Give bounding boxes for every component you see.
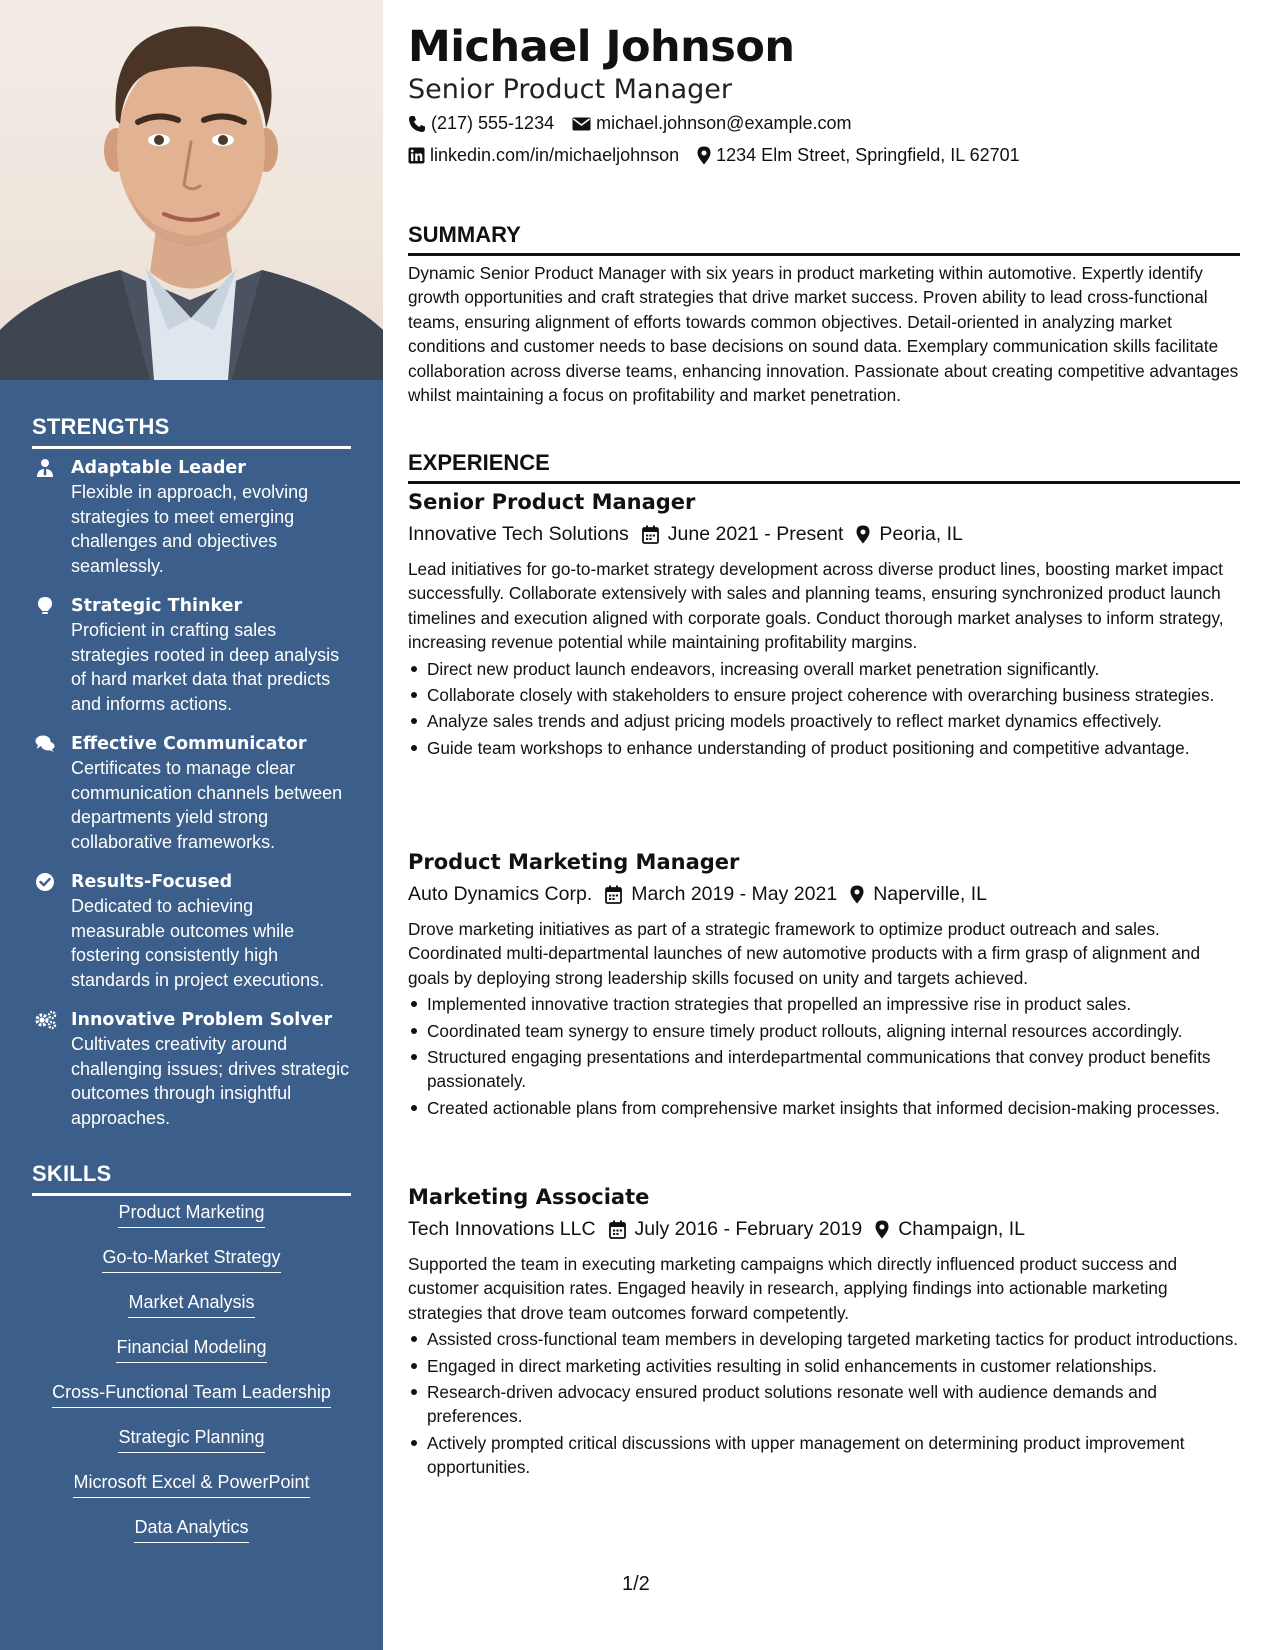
summary-heading: SUMMARY bbox=[408, 222, 1240, 256]
address-text: 1234 Elm Street, Springfield, IL 62701 bbox=[716, 145, 1020, 165]
comments-icon bbox=[35, 734, 55, 754]
job-bullet: Research-driven advocacy ensured product solutions resonate well with audience demands and preferences. bbox=[408, 1380, 1240, 1429]
job-description: Supported the team in executing marketing campaigns which directly influenced product success and customer acquisition rates. Engaged heavily in research, applying findings into actionable marketing strategies that drove team outcomes forward competently. bbox=[408, 1254, 1178, 1323]
strength-desc: Proficient in crafting sales strategies rooted in deep analysis of hard market data that predicts and informs actions. bbox=[71, 620, 340, 714]
strength-item bbox=[32, 732, 352, 854]
job-title: Marketing Associate bbox=[408, 1185, 650, 1209]
page-number: 1/2 bbox=[622, 1573, 650, 1595]
skill-label: Product Marketing bbox=[118, 1200, 264, 1228]
linkedin-link[interactable]: linkedin.com/in/michaeljohnson bbox=[430, 145, 680, 165]
skill-item bbox=[32, 1290, 351, 1335]
address-item bbox=[697, 145, 1020, 166]
job-bullet: Coordinated team synergy to ensure timely product rollouts, aligning internal resources accordingly. bbox=[408, 1019, 1240, 1043]
linkedin-item[interactable] bbox=[408, 145, 679, 166]
job-company: Tech Innovations LLC bbox=[408, 1218, 596, 1240]
skill-label: Microsoft Excel & PowerPoint bbox=[73, 1470, 309, 1498]
skills-heading: SKILLS bbox=[32, 1161, 351, 1196]
calendar-icon bbox=[605, 885, 622, 904]
strength-item bbox=[32, 870, 352, 992]
job-bullets bbox=[408, 657, 1240, 761]
job-title: Product Marketing Manager bbox=[408, 850, 740, 874]
job-bullet: Created actionable plans from comprehensive market insights that informed decision-making processes. bbox=[408, 1096, 1240, 1120]
skill-item bbox=[32, 1425, 351, 1470]
skill-label: Go-to-Market Strategy bbox=[102, 1245, 280, 1273]
job-location: Champaign, IL bbox=[898, 1218, 1026, 1240]
job-description: Drove marketing initiatives as part of a strategic framework to optimize product outreach and sales. Coordinated multi-departmental launches of new automotive products with a firm grasp of alignment and goals by deploying strong leadership skills focused on unity and targets achieved. bbox=[408, 919, 1201, 988]
contact-row-2 bbox=[408, 145, 1038, 166]
email-link[interactable]: michael.johnson@example.com bbox=[596, 113, 852, 133]
job-bullet: Guide team workshops to enhance understanding of product positioning and competitive advantage. bbox=[408, 736, 1240, 760]
calendar-icon bbox=[642, 525, 659, 544]
skill-item bbox=[32, 1245, 351, 1290]
summary-text: Dynamic Senior Product Manager with six years in product marketing within automotive. Expertly identify growth opportunities and craft strategies that drive market success. Proven ability to lead cross-functional teams, ensuring alignment of efforts towards common objectives. Detail-oriented in analyzing market conditions and customer needs to base decisions on sound data. Exemplary communication skills facilitate collaboration across diverse teams, enhancing innovation. Passionate about creating competitive advantages whilst maintaining a focus on profitability and market penetration. bbox=[408, 263, 1239, 406]
strength-desc: Certificates to manage clear communication channels between departments yield strong collaborative frameworks. bbox=[71, 758, 343, 852]
skill-label: Strategic Planning bbox=[118, 1425, 264, 1453]
job-dates: March 2019 - May 2021 bbox=[631, 883, 838, 905]
map-marker-icon bbox=[850, 885, 864, 904]
strength-title: Effective Communicator bbox=[71, 734, 307, 754]
skills-list bbox=[32, 1200, 351, 1560]
job-bullet: Actively prompted critical discussions with upper management on determining product improvement opportunities. bbox=[408, 1431, 1240, 1480]
calendar-icon bbox=[609, 1220, 626, 1239]
skill-item bbox=[32, 1335, 351, 1380]
strength-title: Results-Focused bbox=[71, 872, 233, 892]
job-meta bbox=[408, 879, 1240, 909]
job-bullet: Implemented innovative traction strategies that propelled an impressive rise in product sales. bbox=[408, 992, 1240, 1016]
phone-text: (217) 555-1234 bbox=[431, 113, 555, 133]
job-company: Auto Dynamics Corp. bbox=[408, 883, 593, 905]
job-meta bbox=[408, 519, 1240, 549]
lightbulb-icon bbox=[35, 596, 55, 616]
strength-title: Adaptable Leader bbox=[71, 458, 246, 478]
job-location: Peoria, IL bbox=[879, 523, 963, 545]
strength-desc: Cultivates creativity around challenging issues; drives strategic outcomes through insightful approaches. bbox=[71, 1034, 350, 1128]
job-description: Lead initiatives for go-to-market strategy development across diverse product lines, boosting market impact successfully. Collaborate extensively with sales and planning teams, ensuring synchronized product launch timelines and execution aligned with corporate goals. Conduct thorough market analyses to inform strategy, increasing revenue potential while maintaining profitability margins. bbox=[408, 559, 1224, 653]
job-bullets bbox=[408, 992, 1240, 1120]
job-bullets bbox=[408, 1327, 1240, 1479]
job-entry bbox=[408, 1183, 1240, 1482]
strength-desc: Dedicated to achieving measurable outcomes while fostering consistently high standards in project executions. bbox=[71, 896, 325, 990]
job-entry bbox=[408, 488, 1240, 762]
linkedin-icon bbox=[408, 147, 425, 164]
skill-item bbox=[32, 1515, 351, 1560]
job-location: Naperville, IL bbox=[873, 883, 987, 905]
skill-item bbox=[32, 1470, 351, 1515]
strength-desc: Flexible in approach, evolving strategies to meet emerging challenges and objectives seamlessly. bbox=[71, 482, 309, 576]
email-item[interactable] bbox=[572, 113, 851, 134]
job-title: Senior Product Manager bbox=[408, 490, 696, 514]
strength-item bbox=[32, 1008, 352, 1130]
candidate-name: Michael Johnson bbox=[408, 22, 795, 72]
sidebar bbox=[0, 0, 383, 1650]
skill-label: Market Analysis bbox=[128, 1290, 254, 1318]
experience-heading: EXPERIENCE bbox=[408, 450, 1240, 484]
skill-item bbox=[32, 1380, 351, 1425]
contact-row-1 bbox=[408, 113, 870, 134]
skill-label: Data Analytics bbox=[134, 1515, 248, 1543]
job-dates: June 2021 - Present bbox=[667, 523, 844, 545]
check-circle-icon bbox=[35, 872, 55, 892]
job-bullet: Engaged in direct marketing activities resulting in solid enhancements in customer relationships. bbox=[408, 1354, 1240, 1378]
job-bullet: Analyze sales trends and adjust pricing models proactively to reflect market dynamics effectively. bbox=[408, 709, 1240, 733]
job-entry bbox=[408, 848, 1240, 1122]
job-company: Innovative Tech Solutions bbox=[408, 523, 629, 545]
job-meta bbox=[408, 1214, 1240, 1244]
profile-photo bbox=[0, 0, 383, 380]
job-bullet: Direct new product launch endeavors, increasing overall market penetration significantly. bbox=[408, 657, 1240, 681]
strengths-heading: STRENGTHS bbox=[32, 414, 351, 449]
skill-label: Cross-Functional Team Leadership bbox=[52, 1380, 331, 1408]
strength-item bbox=[32, 594, 352, 716]
strength-title: Innovative Problem Solver bbox=[71, 1010, 333, 1030]
strengths-list bbox=[32, 456, 352, 1146]
job-bullet: Structured engaging presentations and interdepartmental communications that convey product benefits passionately. bbox=[408, 1045, 1240, 1094]
phone-icon bbox=[408, 115, 426, 133]
map-marker-icon bbox=[697, 146, 711, 165]
profile-photo-illustration bbox=[0, 0, 383, 380]
cogs-icon bbox=[35, 1010, 57, 1030]
candidate-role: Senior Product Manager bbox=[408, 74, 733, 105]
strength-item bbox=[32, 456, 352, 578]
skill-item bbox=[32, 1200, 351, 1245]
skill-label: Financial Modeling bbox=[116, 1335, 266, 1363]
job-bullet: Collaborate closely with stakeholders to ensure project coherence with overarching business strategies. bbox=[408, 683, 1240, 707]
job-dates: July 2016 - February 2019 bbox=[634, 1218, 863, 1240]
map-marker-icon bbox=[875, 1220, 889, 1239]
envelope-icon bbox=[572, 116, 591, 132]
phone-item bbox=[408, 113, 554, 134]
job-bullet: Assisted cross-functional team members in developing targeted marketing tactics for product introductions. bbox=[408, 1327, 1240, 1351]
strength-title: Strategic Thinker bbox=[71, 596, 243, 616]
user-tie-icon bbox=[35, 458, 55, 478]
map-marker-icon bbox=[856, 525, 870, 544]
